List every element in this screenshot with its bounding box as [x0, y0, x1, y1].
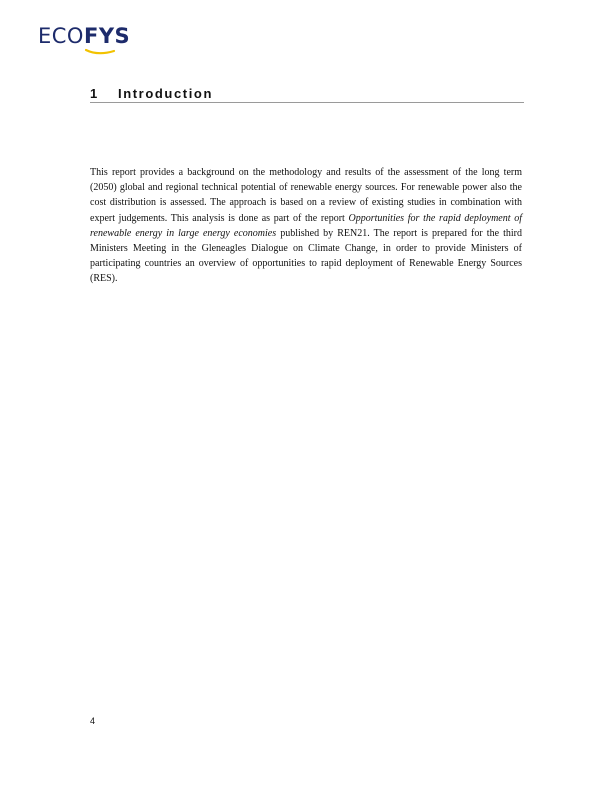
- intro-text-part2: published by REN21. The report is prepared for the third Ministers Meeting in the Gleneagles Dialogue on Climate Change, in order to provide Ministers of participating countries an overview of opportunities to rapid deployment of Renewable Energy Sources (RES).: [90, 227, 522, 285]
- ecofys-logo: [38, 24, 131, 64]
- logo-fys-text: FYS: [83, 24, 131, 48]
- section-title: Introduction: [118, 86, 214, 101]
- logo-eco-text: ECO: [38, 24, 84, 48]
- page-number: 4: [90, 716, 96, 726]
- report-title-italic: Opportunities for the rapid deployment of renewable energy in large energy economies: [90, 212, 522, 239]
- intro-paragraph: [90, 165, 522, 287]
- intro-text-part1: This report provides a background on the methodology and results of the assessment of the long term (2050) global and regional technical potential of renewable energy sources. For renewable power also the cost distribution is assessed. The approach is based on a review of existing studies in combination with expert judgements. This analysis is done as part of the report: [90, 167, 522, 224]
- section-heading: [90, 86, 524, 103]
- logo-wordmark: [38, 24, 130, 48]
- section-number: 1: [90, 86, 99, 101]
